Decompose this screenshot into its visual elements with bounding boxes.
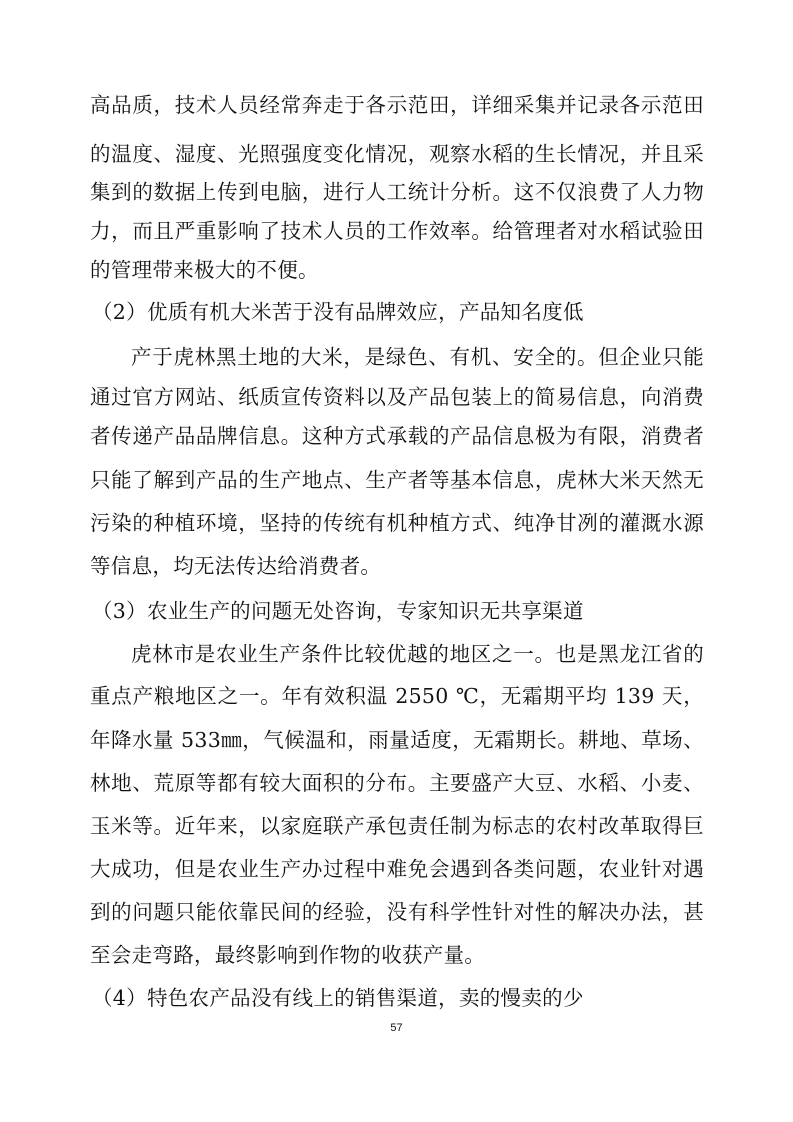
text-line: 的管理带来极大的不便。 bbox=[90, 258, 319, 282]
section-heading-2: （2）优质有机大米苦于没有品牌效应，产品知名度低 bbox=[92, 300, 584, 324]
section-heading-3: （3）农业生产的问题无处咨询，专家知识无共享渠道 bbox=[92, 599, 584, 623]
text-line: 到的问题只能依靠民间的经验，没有科学性针对性的解决办法，甚 bbox=[90, 900, 704, 924]
page-number: 57 bbox=[390, 1022, 403, 1034]
text-line: 产于虎林黑土地的大米，是绿色、有机、安全的。但企业只能 bbox=[131, 345, 704, 369]
text-line: 的温度、湿度、光照强度变化情况，观察水稻的生长情况，并且采 bbox=[90, 142, 704, 166]
text-line: 至会走弯路，最终影响到作物的收获产量。 bbox=[90, 943, 486, 967]
section-heading-4: （4）特色农产品没有线上的销售渠道，卖的慢卖的少 bbox=[92, 986, 584, 1010]
text-line: 玉米等。近年来，以家庭联产承包责任制为标志的农村改革取得巨 bbox=[90, 814, 704, 838]
text-line: 林地、荒原等都有较大面积的分布。主要盛产大豆、水稻、小麦、 bbox=[90, 771, 704, 795]
text-line: 虎林市是农业生产条件比较优越的地区之一。也是黑龙江省的 bbox=[131, 642, 704, 666]
text-line: 等信息，均无法传达给消费者。 bbox=[90, 554, 382, 578]
text-line: 只能了解到产品的生产地点、生产者等基本信息，虎林大米天然无 bbox=[90, 468, 704, 492]
text-line: 者传递产品品牌信息。这种方式承载的产品信息极为有限，消费者 bbox=[90, 424, 704, 448]
text-line: 高品质，技术人员经常奔走于各示范田，详细采集并记录各示范田 bbox=[90, 93, 704, 117]
text-line: 集到的数据上传到电脑，进行人工统计分析。这不仅浪费了人力物 bbox=[90, 180, 704, 204]
text-line: 通过官方网站、纸质宣传资料以及产品包装上的简易信息，向消费 bbox=[90, 385, 704, 409]
text-line: 污染的种植环境，坚持的传统有机种植方式、纯净甘冽的灌溉水源 bbox=[90, 511, 704, 535]
text-line: 力，而且严重影响了技术人员的工作效率。给管理者对水稻试验田 bbox=[90, 219, 704, 243]
text-line: 年降水量 533㎜，气候温和，雨量适度，无霜期长。耕地、草场、 bbox=[90, 728, 704, 752]
text-line: 重点产粮地区之一。年有效积温 2550 ℃，无霜期平均 139 天， bbox=[90, 684, 704, 708]
text-line: 大成功，但是农业生产办过程中难免会遇到各类问题，农业针对遇 bbox=[90, 857, 704, 881]
